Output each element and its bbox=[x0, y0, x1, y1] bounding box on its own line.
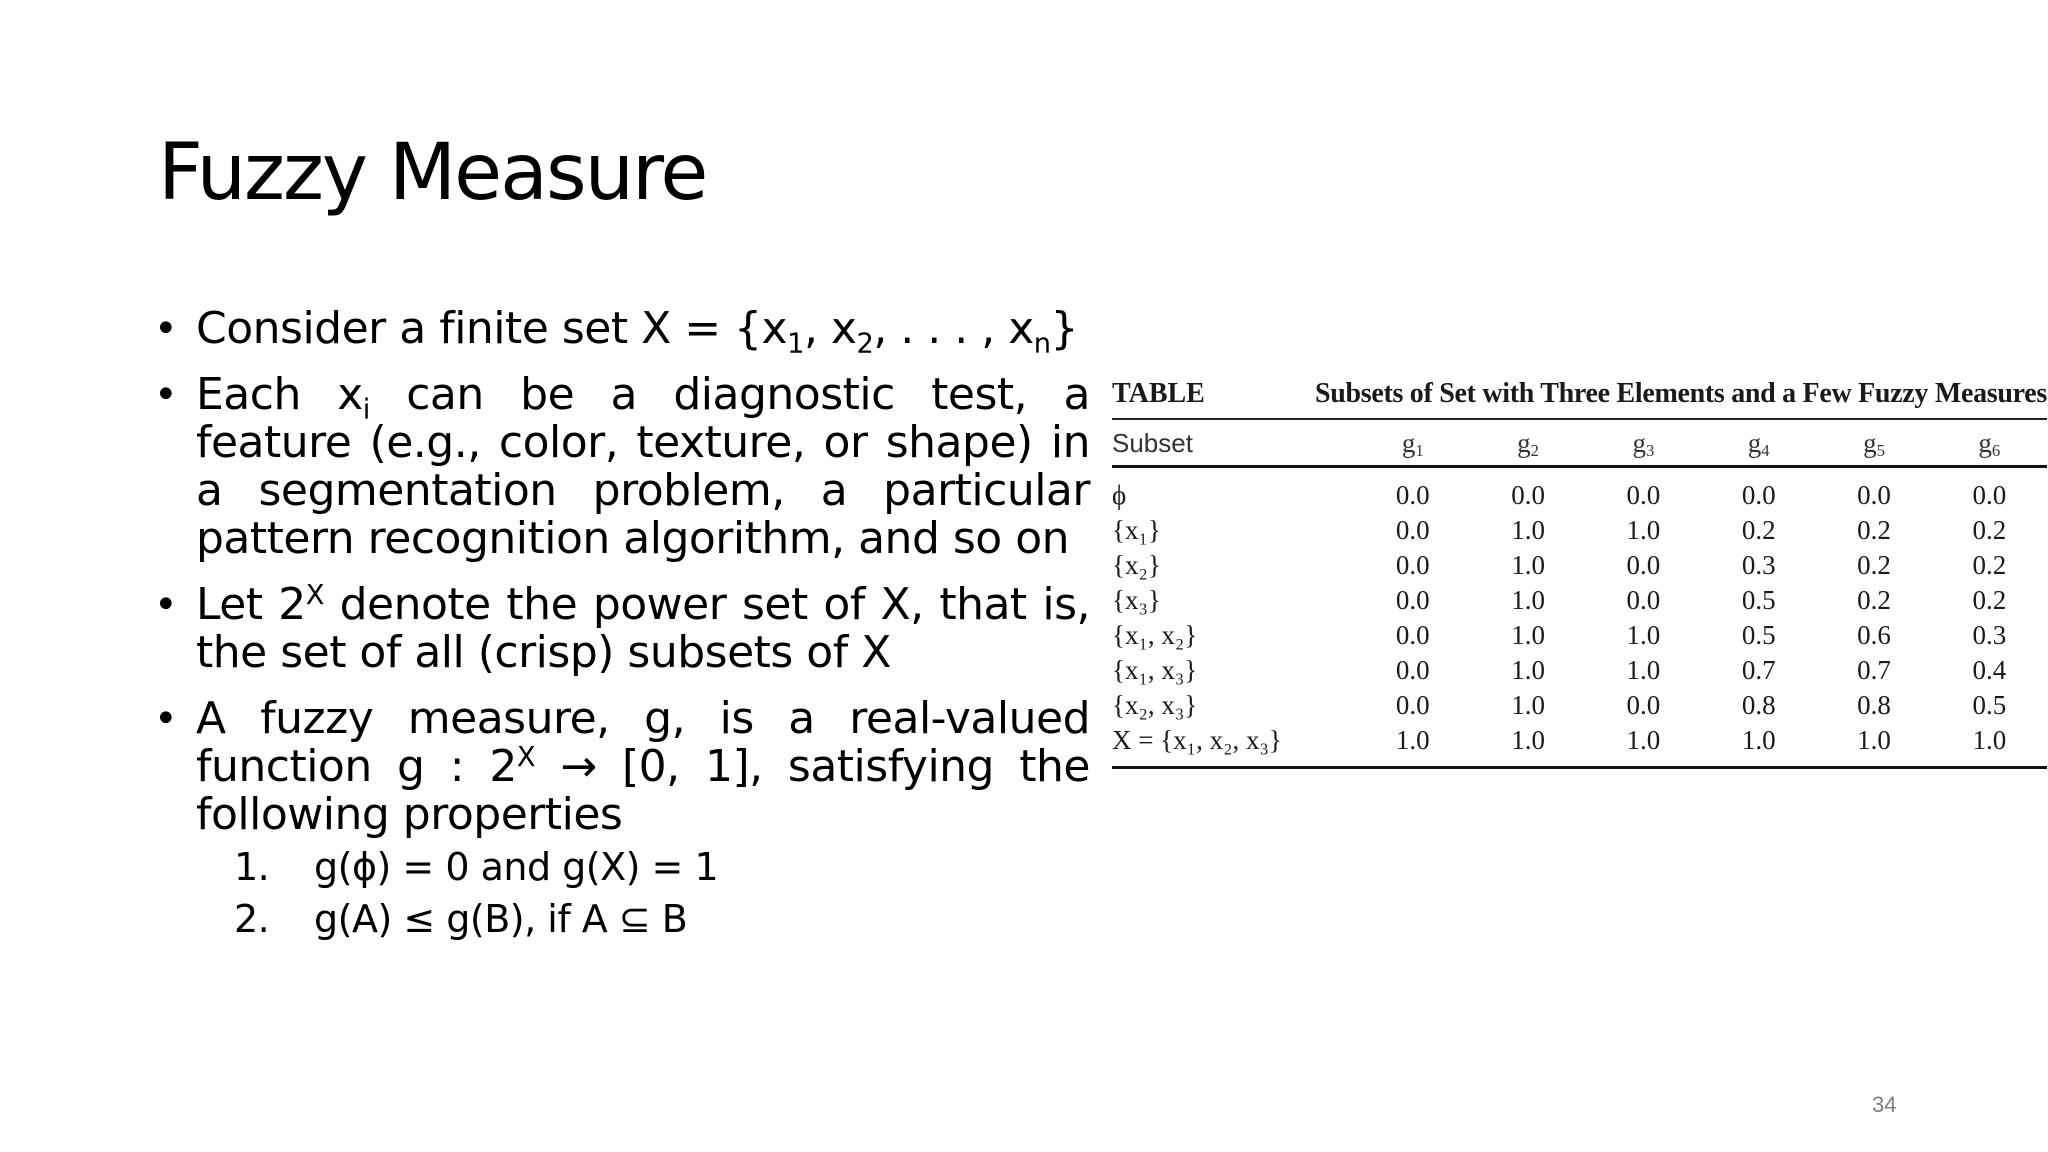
bullet-dot-icon: • bbox=[154, 306, 178, 352]
property-item bbox=[234, 893, 1090, 945]
measure-value-cell: 0.0 bbox=[1395, 480, 1430, 510]
table-row bbox=[1112, 618, 2047, 653]
measure-value-cell: 0.0 bbox=[1395, 620, 1430, 650]
measure-value-cell: 0.3 bbox=[1741, 550, 1776, 580]
measure-value-cell: 0.0 bbox=[1741, 480, 1776, 510]
table-bottom-rule bbox=[1112, 766, 2047, 769]
measure-value-cell: 0.2 bbox=[1972, 515, 2007, 545]
measure-value-cell: 1.0 bbox=[1626, 655, 1661, 685]
measure-value-cell: 0.0 bbox=[1626, 480, 1661, 510]
measure-value-cell: 0.8 bbox=[1857, 690, 1891, 720]
measure-value-cell: 1.0 bbox=[1511, 585, 1545, 615]
column-header: g2 bbox=[1517, 428, 1539, 461]
table-row bbox=[1112, 723, 2047, 758]
measure-value-cell: 0.0 bbox=[1395, 585, 1430, 615]
properties-list bbox=[150, 841, 1090, 945]
subset-cell: ϕ bbox=[1112, 480, 1127, 510]
measure-value-cell: 0.8 bbox=[1741, 690, 1776, 720]
measure-value-cell: 0.7 bbox=[1741, 655, 1776, 685]
measure-value-cell: 0.2 bbox=[1857, 585, 1891, 615]
column-header: Subset bbox=[1112, 428, 1193, 458]
property-text: g(A) ≤ g(B), if A ⊆ B bbox=[314, 897, 688, 941]
measure-value-cell: 1.0 bbox=[1395, 725, 1430, 755]
measure-value-cell: 0.0 bbox=[1395, 515, 1430, 545]
measure-value-cell: 0.5 bbox=[1741, 585, 1776, 615]
table-caption bbox=[1112, 378, 2047, 418]
property-item bbox=[234, 841, 1090, 893]
measure-value-cell: 0.4 bbox=[1972, 655, 2007, 685]
subset-cell: {x₁} bbox=[1112, 515, 1161, 545]
property-number: 2. bbox=[234, 897, 270, 941]
measure-value-cell: 0.2 bbox=[1972, 585, 2007, 615]
property-number: 1. bbox=[234, 845, 270, 889]
measure-value-cell: 0.6 bbox=[1857, 620, 1891, 650]
measure-value-cell: 0.0 bbox=[1972, 480, 2007, 510]
bullet-item: • Consider a finite set $X = \{x_1$, $x_2$, . . . , $x_n$} bbox=[154, 303, 1079, 360]
bullet-item: • A fuzzy measure, g, is a real-valued function g : $2^X \to [0$, 1], satisfying the following properties 1. g(ϕ) = 0 and g(X) = 1 2. g(A) ≤ g(B), if A ⊆ B bbox=[150, 695, 1090, 945]
measure-value-cell: 0.2 bbox=[1857, 515, 1891, 545]
table-row bbox=[1112, 653, 2047, 688]
measure-value-cell: 1.0 bbox=[1511, 515, 1545, 545]
measure-value-cell: 0.0 bbox=[1395, 690, 1430, 720]
bullet-item: • Each $x_i$ can be a diagnostic test, a feature (e.g., color, texture, or shape) in a segmentation problem, a particular pattern recognition algorithm, and so on bbox=[154, 369, 1090, 564]
measure-value-cell: 0.2 bbox=[1972, 550, 2007, 580]
subset-cell: {x₁, x₂} bbox=[1112, 620, 1198, 650]
measure-value-cell: 1.0 bbox=[1626, 725, 1661, 755]
measure-value-cell: 0.3 bbox=[1972, 620, 2007, 650]
property-text: g(ϕ) = 0 and g(X) = 1 bbox=[314, 845, 719, 889]
subset-cell: {x₃} bbox=[1112, 585, 1161, 615]
table-title: Subsets of Set with Three Elements and a Few Fuzzy Measures bbox=[1314, 378, 2047, 409]
column-header: g4 bbox=[1747, 428, 1770, 461]
measure-value-cell: 1.0 bbox=[1626, 620, 1661, 650]
measure-value-cell: 0.2 bbox=[1741, 515, 1776, 545]
table-row bbox=[1112, 583, 2047, 618]
column-header: g5 bbox=[1863, 428, 1885, 461]
subset-cell: X = {x₁, x₂, x₃} bbox=[1112, 725, 1282, 755]
measure-value-cell: 1.0 bbox=[1626, 515, 1661, 545]
measure-value-cell: 0.7 bbox=[1857, 655, 1891, 685]
measure-value-cell: 0.5 bbox=[1972, 690, 2007, 720]
table-row bbox=[1112, 467, 2047, 514]
subset-cell: {x₂, x₃} bbox=[1112, 690, 1198, 720]
measure-value-cell: 1.0 bbox=[1511, 550, 1545, 580]
measure-value-cell: 0.5 bbox=[1741, 620, 1776, 650]
bullet-list bbox=[150, 305, 1090, 961]
fuzzy-measures-table-figure bbox=[1112, 378, 2047, 769]
measure-value-cell: 1.0 bbox=[1741, 725, 1776, 755]
subset-cell: {x₁, x₃} bbox=[1112, 655, 1198, 685]
table-label: TABLE bbox=[1112, 378, 1205, 409]
measure-value-cell: 0.0 bbox=[1395, 655, 1430, 685]
measure-value-cell: 0.0 bbox=[1395, 550, 1430, 580]
bullet-dot-icon: • bbox=[154, 372, 178, 418]
measure-value-cell: 0.0 bbox=[1626, 585, 1661, 615]
bullet-item: • Let $2^X$ denote the power set of X, that is, the set of all (crisp) subsets of X bbox=[154, 579, 1091, 678]
column-header: g6 bbox=[1978, 428, 2001, 461]
table-row bbox=[1112, 548, 2047, 583]
table-body bbox=[1112, 467, 2047, 759]
bullet-dot-icon: • bbox=[154, 582, 178, 628]
measure-value-cell: 1.0 bbox=[1857, 725, 1891, 755]
fuzzy-measures-table bbox=[1112, 420, 2047, 758]
measure-value-cell: 0.0 bbox=[1857, 480, 1891, 510]
slide-title: Fuzzy Measure bbox=[158, 128, 707, 218]
measure-value-cell: 0.0 bbox=[1511, 480, 1545, 510]
page-number: 34 bbox=[1872, 1092, 1897, 1117]
measure-value-cell: 1.0 bbox=[1511, 690, 1545, 720]
measure-value-cell: 1.0 bbox=[1511, 620, 1545, 650]
measure-value-cell: 0.0 bbox=[1626, 550, 1661, 580]
table-row bbox=[1112, 513, 2047, 548]
subset-cell: {x₂} bbox=[1112, 550, 1161, 580]
measure-value-cell: 1.0 bbox=[1511, 725, 1545, 755]
bullet-dot-icon: • bbox=[154, 696, 178, 742]
measure-value-cell: 0.0 bbox=[1626, 690, 1661, 720]
table-row bbox=[1112, 688, 2047, 723]
column-header: g1 bbox=[1401, 428, 1424, 461]
measure-value-cell: 0.2 bbox=[1857, 550, 1891, 580]
table-header-row bbox=[1112, 420, 2047, 467]
measure-value-cell: 1.0 bbox=[1511, 655, 1545, 685]
column-header: g3 bbox=[1632, 428, 1655, 461]
measure-value-cell: 1.0 bbox=[1972, 725, 2007, 755]
